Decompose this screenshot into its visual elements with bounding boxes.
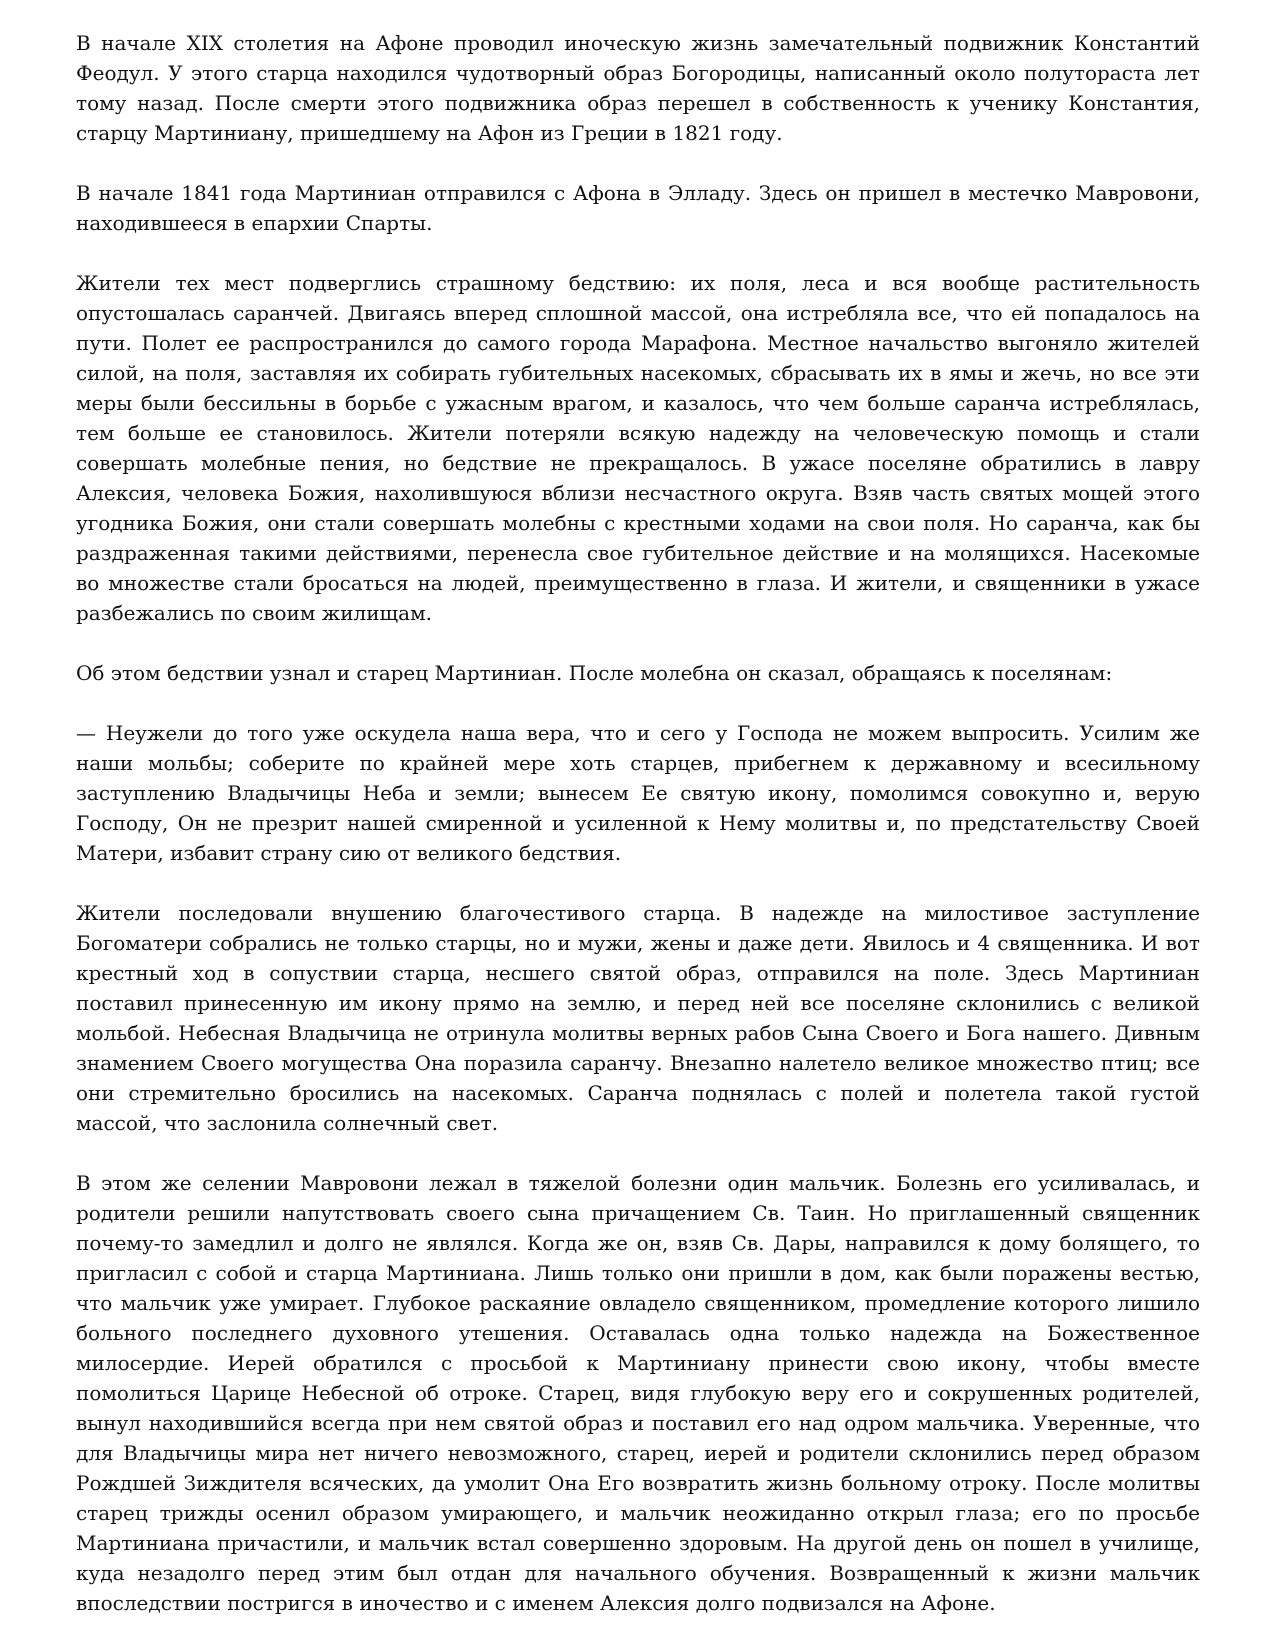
paragraph-healing-of-boy: В этом же селении Мавровони лежал в тяжелой болезни один мальчик. Болезнь его усиливалась, и родители решили напутствовать своего сына причащением Св. Таин. Но приглашенный священник почему-то замедлил и долго не являлся. Когда же он, взяв Св. Дары, направился к дому болящего, то пригласил с собой и старца Мартиниана. Лишь только они пришли в дом, как были поражены вестью, что мальчик уже умирает. Глубокое раскаяние овладело священником, промедление которого лишило больного последнего духовного утешения. Оставалась одна только надежда на Божественное милосердие. Иерей обратился с просьбой к Мартиниану принести свою икону, чтобы вместе помолиться Царице Небесной об отроке. Старец, видя глубокую веру его и сокрушенных родителей, вынул находившийся всегда при нем святой образ и поставил его над одром мальчика. Уверенные, что для Владычицы мира нет ничего невозможного, старец, иерей и родители склонились перед образом Рождшей Зиждителя всяческих, да умолит Она Его возвратить жизнь больному отроку. После молитвы старец трижды осенил образом умирающего, и мальчик неожиданно открыл глаза; его по просьбе Мартиниана причастили, и мальчик встал совершенно здоровым. На другой день он пошел в училище, куда незадолго перед этим был отдан для начального обучения. Возвращенный к жизни мальчик впоследствии постригся в иночество и с именем Алексия долго подвизался на Афоне. (76, 1171, 1200, 1615)
paragraph-locust-disaster: Жители тех мест подверглись страшному бедствию: их поля, леса и вся вообще растительность опустошалась саранчей. Двигаясь вперед сплошной массой, она истребляла все, что ей попадалось на пути. Полет ее распространился до самого города Марафона. Местное начальство выгоняло жителей силой, на поля, заставляя их собирать губительных насекомых, сбрасывать их в ямы и жечь, но все эти меры были бессильны в борьбе с ужасным врагом, и казалось, что чем больше саранча истреблялась, тем больше ее становилось. Жители потеряли всякую надежду на человеческую помощь и стали совершать молебные пения, но бедствие не прекращалось. В ужасе поселяне обратились в лавру Алексия, человека Божия, нахолившуюся вблизи несчастного округа. Взяв часть святых мощей этого угодника Божия, они стали совершать молебны с крестными ходами на свои поля. Но саранча, как бы раздраженная такими действиями, перенесла свое губительное действие и на молящихся. Насекомые во множестве стали бросаться на людей, преимущественно в глаза. И жители, и священники в ужасе разбежались по своим жилищам. (76, 271, 1200, 625)
paragraph-journey-to-hellas: В начале 1841 года Мартиниан отправился с Афона в Элладу. Здесь он пришел в местечко Мавровони, находившееся в епархии Спарты. (76, 181, 1200, 235)
paragraph-icon-history: В начале XIX столетия на Афоне проводил иноческую жизнь замечательный подвижник Константий Феодул. У этого старца находился чудотворный образ Богородицы, написанный около полутораста лет тому назад. После смерти этого подвижника образ перешел в собственность к ученику Константия, старцу Мартиниану, пришедшему на Афон из Греции в 1821 году. (76, 31, 1200, 145)
paragraph-martinian-speech: — Неужели до того уже оскудела наша вера, что и сего у Господа не можем выпросить. Усилим же наши мольбы; соберите по крайней мере хоть старцев, прибегнем к державному и всесильному заступлению Владычицы Неба и земли; вынесем Ее святую икону, помолимся совокупно и, верую Господу, Он не презрит нашей смиренной и усиленной к Нему молитвы и, по предстательству Своей Матери, избавит страну сию от великого бедствия. (76, 721, 1200, 865)
paragraph-procession-miracle: Жители последовали внушению благочестивого старца. В надежде на милостивое заступление Богоматери собрались не только старцы, но и мужи, жены и даже дети. Явилось и 4 священника. И вот крестный ход в сопуствии старца, несшего святой образ, отправился на поле. Здесь Мартиниан поставил принесенную им икону прямо на землю, и перед ней все поселяне склонились с великой мольбой. Небесная Владычица не отринула молитвы верных рабов Сына Своего и Бога нашего. Дивным знамением Своего могущества Она поразила саранчу. Внезапно налетело великое множество птиц; все они стремительно бросились на насекомых. Саранча поднялась с полей и полетела такой густой массой, что заслонила солнечный свет. (76, 901, 1200, 1135)
paragraph-martinian-speaks: Об этом бедствии узнал и старец Мартиниан. После молебна он сказал, обращаясь к поселянам: (76, 661, 1113, 685)
document-page (76, 28, 1200, 1648)
